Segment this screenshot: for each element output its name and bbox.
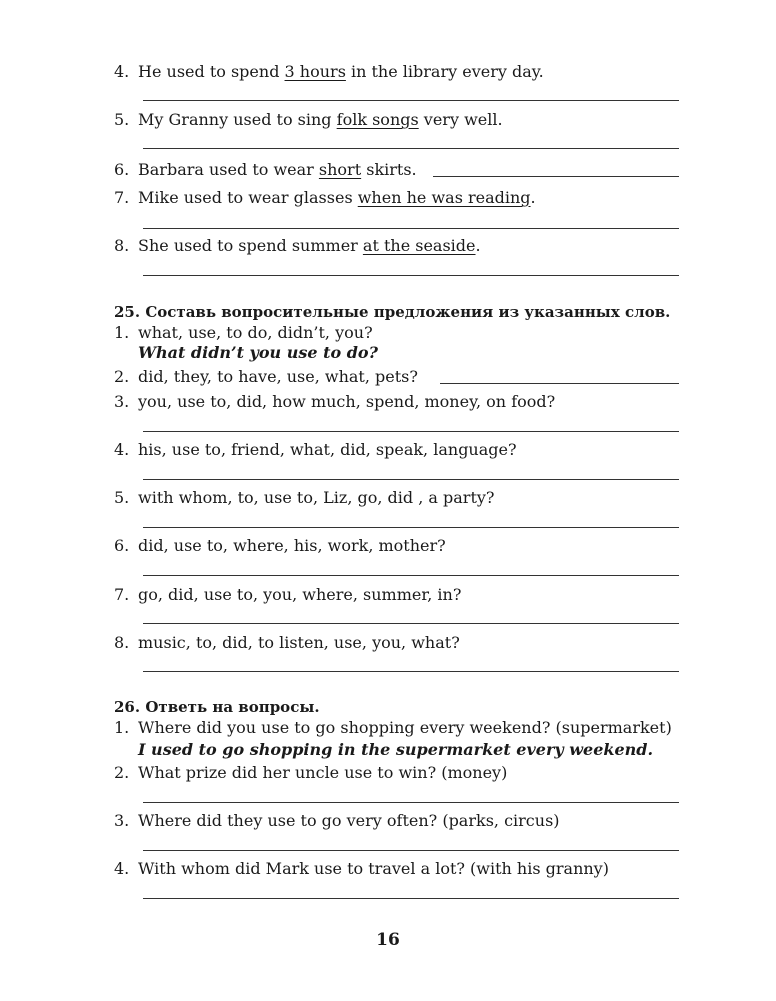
ex25-item-5: 5. with whom, to, use to, Liz, go, did , a party?: [114, 488, 495, 507]
ex25-item-4: 4. his, use to, friend, what, did, speak, language?: [114, 440, 517, 459]
answer-line: [143, 802, 679, 803]
answer-line: [143, 527, 679, 528]
ex25-item-6: 6. did, use to, where, his, work, mother?: [114, 536, 446, 555]
answer-line: [143, 148, 679, 149]
answer-line: [143, 228, 679, 229]
ex25-example-answer: What didn’t you use to do?: [138, 343, 378, 362]
answer-line: [143, 671, 679, 672]
answer-line: [143, 898, 679, 899]
ex25-item-8: 8. music, to, did, to listen, use, you, what?: [114, 633, 460, 652]
answer-line: [143, 100, 679, 101]
ex26-example-answer: I used to go shopping in the supermarket every weekend.: [138, 740, 654, 759]
ex25-item-7: 7. go, did, use to, you, where, summer, in?: [114, 585, 462, 604]
answer-line: [433, 176, 679, 177]
answer-line: [143, 850, 679, 851]
item-5: 5. My Granny used to sing folk songs very well.: [114, 110, 503, 129]
ex25-item-3: 3. you, use to, did, how much, spend, money, on food?: [114, 392, 556, 411]
answer-line: [143, 275, 679, 276]
ex25-item-2: 2. did, they, to have, use, what, pets?: [114, 367, 418, 386]
exercise-26-heading: 26. Ответь на вопросы.: [114, 698, 320, 716]
item-7: 7. Mike used to wear glasses when he was reading.: [114, 188, 536, 207]
item-6: 6. Barbara used to wear short skirts.: [114, 160, 417, 179]
item-8: 8. She used to spend summer at the seaside.: [114, 236, 481, 255]
answer-line: [440, 383, 679, 384]
ex25-item-1: 1. what, use, to do, didn’t, you?: [114, 323, 373, 342]
answer-line: [143, 479, 679, 480]
ex26-item-4: 4. With whom did Mark use to travel a lot? (with his granny): [114, 859, 609, 878]
answer-line: [143, 575, 679, 576]
exercise-25-heading: 25. Составь вопросительные предложения из указанных слов.: [114, 303, 671, 321]
page-number: 16: [376, 930, 400, 950]
answer-line: [143, 623, 679, 624]
ex26-item-1: 1. Where did you use to go shopping every weekend? (supermarket): [114, 718, 672, 737]
ex26-item-2: 2. What prize did her uncle use to win? (money): [114, 763, 508, 782]
item-4: 4. He used to spend 3 hours in the library every day.: [114, 62, 544, 81]
ex26-item-3: 3. Where did they use to go very often? (parks, circus): [114, 811, 560, 830]
answer-line: [143, 431, 679, 432]
